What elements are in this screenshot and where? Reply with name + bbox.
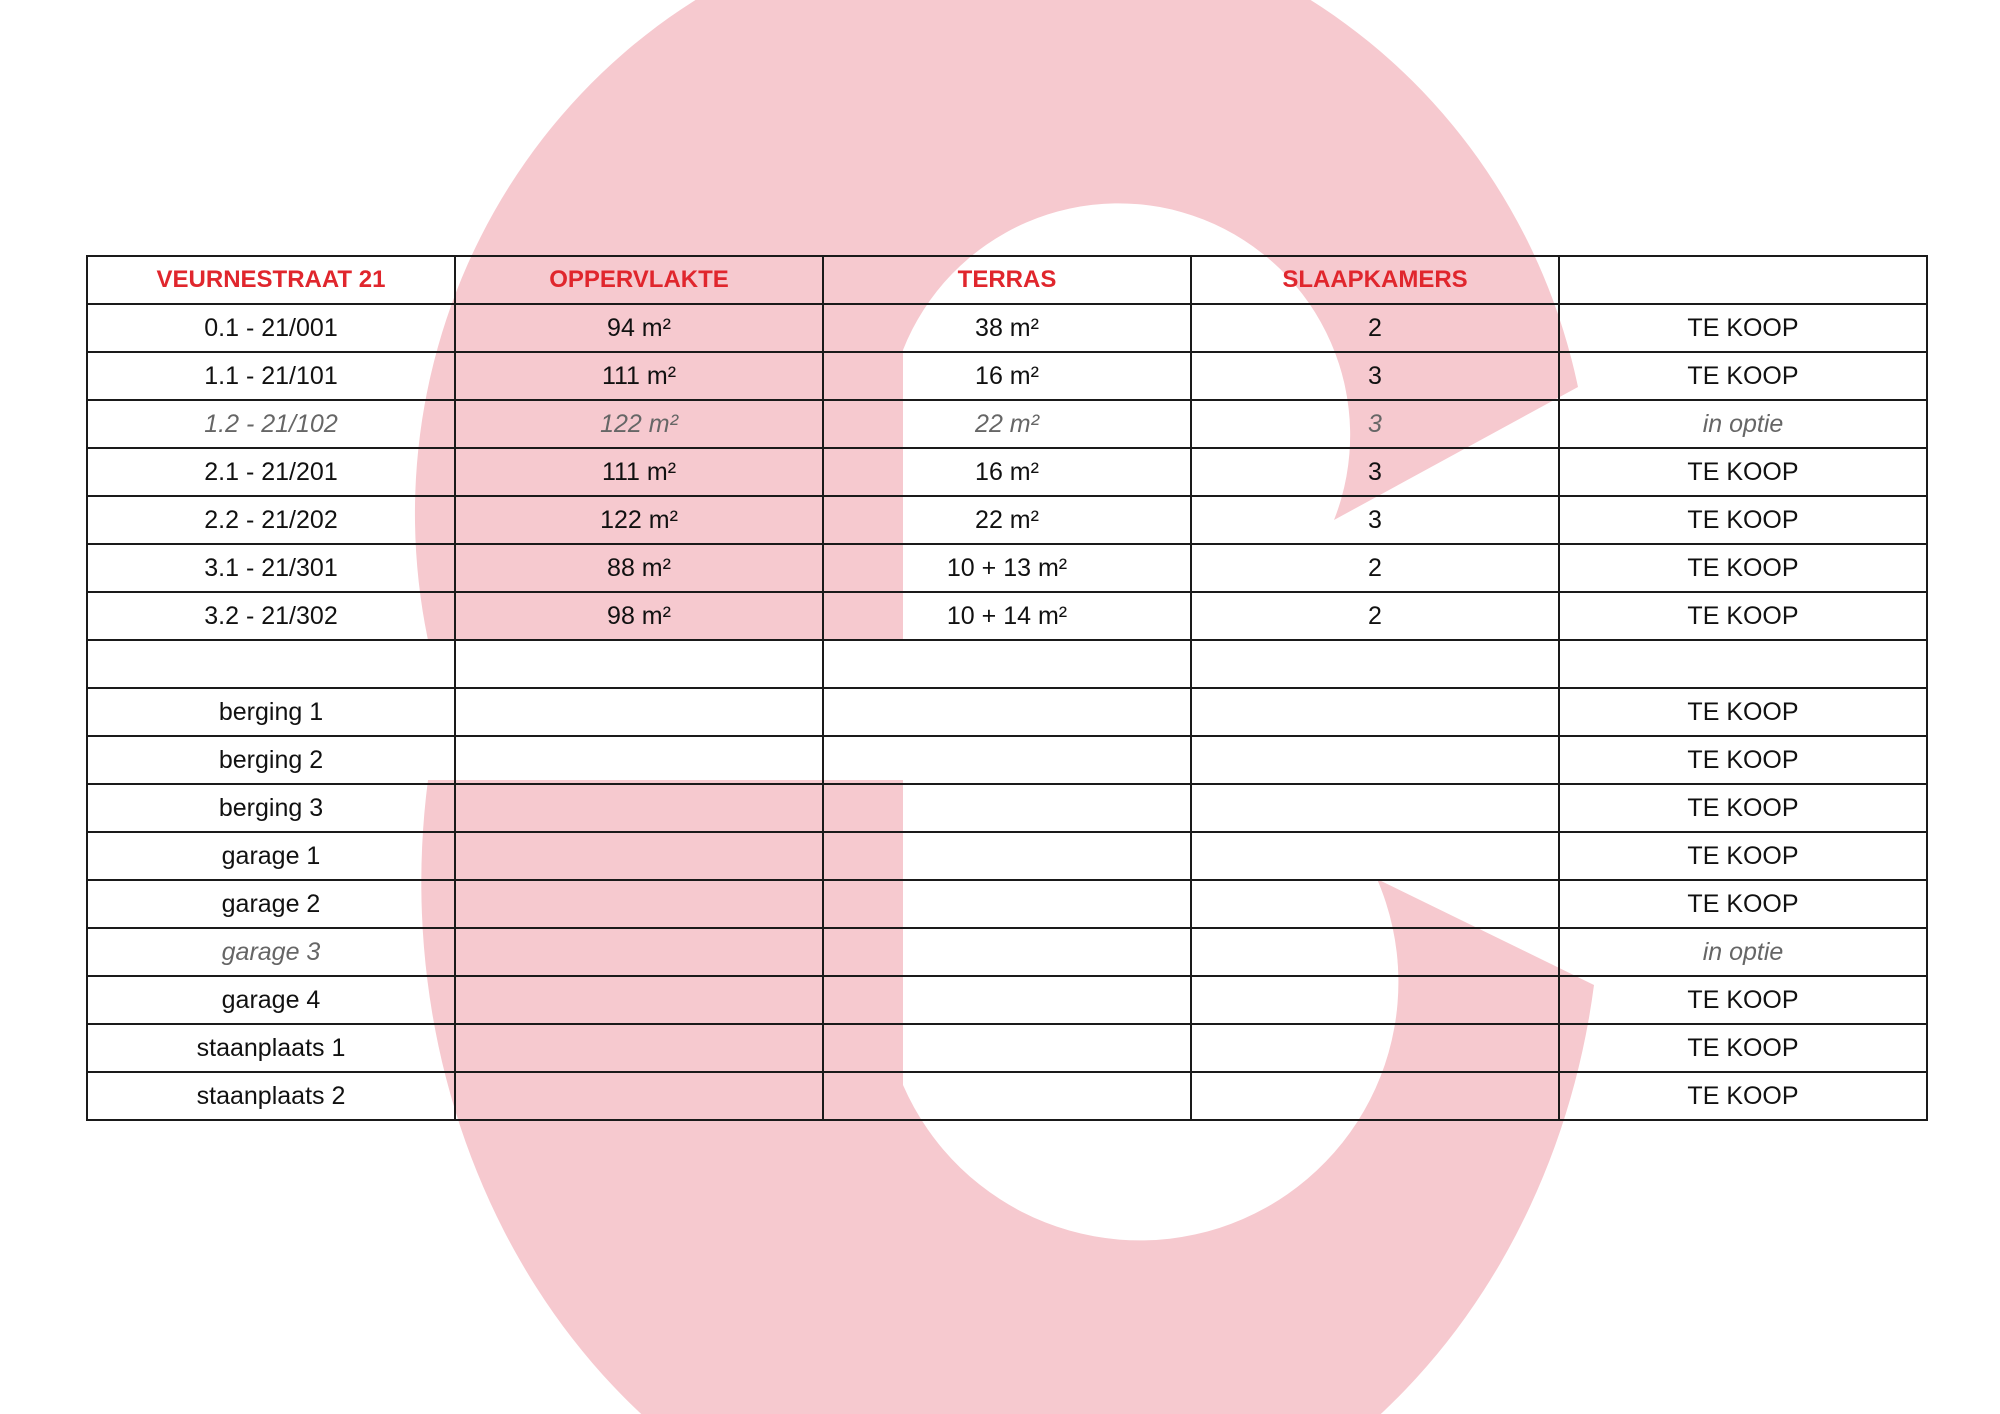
unit-cell: berging 1	[87, 688, 455, 736]
terrace-cell: 16 m²	[823, 448, 1191, 496]
status-cell: TE KOOP	[1559, 544, 1927, 592]
table-row	[87, 832, 1927, 880]
status-cell: in optie	[1559, 928, 1927, 976]
status-cell: TE KOOP	[1559, 304, 1927, 352]
table-row	[87, 928, 1927, 976]
header-address: VEURNESTRAAT 21	[87, 256, 455, 304]
unit-cell: staanplaats 1	[87, 1024, 455, 1072]
bedrooms-cell: 3	[1191, 400, 1559, 448]
area-cell: 111 m²	[455, 448, 823, 496]
terrace-cell: 10 + 13 m²	[823, 544, 1191, 592]
status-cell: TE KOOP	[1559, 880, 1927, 928]
table-row	[87, 976, 1927, 1024]
table-row	[87, 688, 1927, 736]
header-area: OPPERVLAKTE	[455, 256, 823, 304]
bedrooms-cell: 3	[1191, 496, 1559, 544]
table-row	[87, 544, 1927, 592]
area-cell: 98 m²	[455, 592, 823, 640]
header-status	[1559, 256, 1927, 304]
table-row	[87, 1072, 1927, 1120]
unit-cell: 2.1 - 21/201	[87, 448, 455, 496]
table-row	[87, 352, 1927, 400]
status-cell: in optie	[1559, 400, 1927, 448]
unit-cell: 3.2 - 21/302	[87, 592, 455, 640]
header-terrace: TERRAS	[823, 256, 1191, 304]
unit-cell: berging 3	[87, 784, 455, 832]
unit-cell: 3.1 - 21/301	[87, 544, 455, 592]
table-header-row	[87, 256, 1927, 304]
status-cell: TE KOOP	[1559, 976, 1927, 1024]
status-cell: TE KOOP	[1559, 688, 1927, 736]
table-row	[87, 1024, 1927, 1072]
area-cell: 122 m²	[455, 496, 823, 544]
area-cell: 122 m²	[455, 400, 823, 448]
unit-cell: berging 2	[87, 736, 455, 784]
bedrooms-cell: 2	[1191, 304, 1559, 352]
table-row	[87, 496, 1927, 544]
table-row	[87, 304, 1927, 352]
table-row	[87, 448, 1927, 496]
unit-cell: 0.1 - 21/001	[87, 304, 455, 352]
unit-cell: 1.1 - 21/101	[87, 352, 455, 400]
status-cell: TE KOOP	[1559, 832, 1927, 880]
status-cell: TE KOOP	[1559, 352, 1927, 400]
bedrooms-cell: 2	[1191, 592, 1559, 640]
table-row	[87, 784, 1927, 832]
status-cell: TE KOOP	[1559, 496, 1927, 544]
spacer-row	[87, 640, 1927, 688]
status-cell: TE KOOP	[1559, 448, 1927, 496]
terrace-cell: 16 m²	[823, 352, 1191, 400]
status-cell: TE KOOP	[1559, 736, 1927, 784]
table-row	[87, 880, 1927, 928]
unit-cell: garage 1	[87, 832, 455, 880]
area-cell: 111 m²	[455, 352, 823, 400]
unit-cell: garage 2	[87, 880, 455, 928]
unit-cell: 2.2 - 21/202	[87, 496, 455, 544]
bedrooms-cell: 2	[1191, 544, 1559, 592]
status-cell: TE KOOP	[1559, 1024, 1927, 1072]
listing-table	[86, 255, 1928, 1121]
area-cell: 88 m²	[455, 544, 823, 592]
bedrooms-cell: 3	[1191, 448, 1559, 496]
terrace-cell: 38 m²	[823, 304, 1191, 352]
unit-cell: garage 3	[87, 928, 455, 976]
bedrooms-cell: 3	[1191, 352, 1559, 400]
table-row	[87, 592, 1927, 640]
terrace-cell: 10 + 14 m²	[823, 592, 1191, 640]
status-cell: TE KOOP	[1559, 592, 1927, 640]
area-cell: 94 m²	[455, 304, 823, 352]
status-cell: TE KOOP	[1559, 1072, 1927, 1120]
header-bedrooms: SLAAPKAMERS	[1191, 256, 1559, 304]
terrace-cell: 22 m²	[823, 400, 1191, 448]
status-cell: TE KOOP	[1559, 784, 1927, 832]
unit-cell: garage 4	[87, 976, 455, 1024]
table-row	[87, 736, 1927, 784]
terrace-cell: 22 m²	[823, 496, 1191, 544]
unit-cell: 1.2 - 21/102	[87, 400, 455, 448]
unit-cell: staanplaats 2	[87, 1072, 455, 1120]
table-row	[87, 400, 1927, 448]
